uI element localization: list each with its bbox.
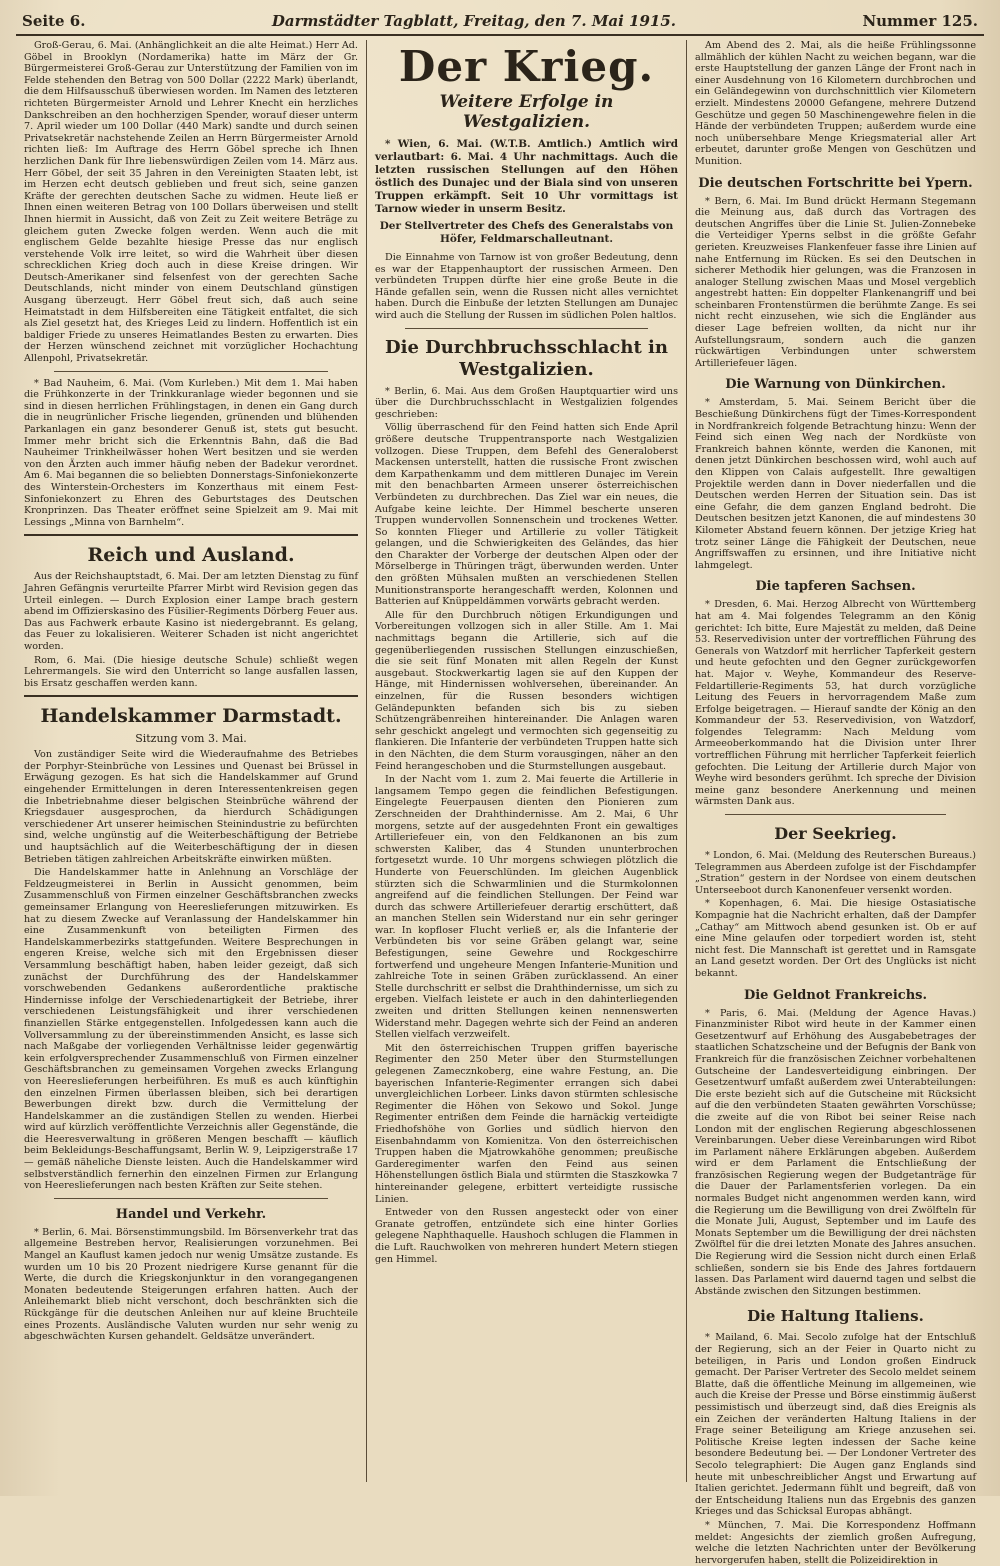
divider <box>725 814 946 815</box>
article-handelskammer-2: Die Handelskammer hatte in Anlehnung an Vorschläge der Feldzeugmeisterei in Berlin in Aussicht genommen, beim Zusammenschluß von Firmen einzelner Geschäftsbranchen zwecks gemeinsamer Erlangung von Heereslieferungen mitzuwirken. Es hat zu diesem Zwecke auf Veranlassung der Handelskammer hin eine Zusammenkunft von beteiligten Firmen des Handelskammerbezirks stattgefunden. Weitere Besprechungen in engeren Kreise, welche sich mit den Ergebnissen dieser Versammlung beschäftigt haben, haben leider gezeigt, daß sich zunächst der Durchführung des der Handelskammer vorschwebenden Gedankens außerordentliche praktische Hindernisse infolge der Verschiedenartigkeit der Betriebe, ihrer verschiedenen Leistungsfähigkeit und ihrer verschiedenen finanziellen Stärke entgegenstellen. Infolgedessen kann auch die Vollversammlung zu der übereinstimmenden Ansicht, es lasse sich nach Maßgabe der vorliegenden Verhältnisse leider gegenwärtig kein erfolgversprechender Zusammenschluß von Firmen einzelner Geschäftsbranchen zu gemeinsamen Vorgehen zwecks Erlangung von Heereslieferungen herbeiführen. Es muß es auch künftighin den einzelnen Firmen überlassen bleiben, sich bei derartigen Bewerbungen direkt bzw. durch die Vermittelung der Handelskammer an die zuständigen Stellen zu wenden. Hierbei wird auf kürzlich veröffentlichte Verzeichnis aller Gegenstände, die die Heeresverwaltung in größeren Mengen beschafft — käuflich beim Bekleidungs-Beschaffungsamt, Berlin W. 9, Leipzigerstraße 17 — gemäß näheliche Dienste leisten. Auch die Handelskammer wird selbstverständlich fernerhin den einzelnen Firmen zur Erlangung von Heereslieferungen nach besten Kräften zur Seite stehen. <box>24 867 358 1192</box>
article-durchbruch-5: Entweder von den Russen angesteckt oder von einer Granate getroffen, entzündete sich eine hinter Gorlies gelegene Naphthaquelle. Haushoch schlugen die Flammen in die Luft. Rauchwolken von mehreren hundert Metern stiegen gen Himmel. <box>375 1207 678 1265</box>
divider <box>54 1198 328 1199</box>
heading-reich-und-ausland: Reich und Ausland. <box>87 544 295 567</box>
article-reichshauptstadt: Aus der Reichshauptstadt, 6. Mai. Der am letzten Dienstag zu fünf Jahren Gefängnis verurteilte Pfarrer Mirbt wird Revision gegen das Urteil einlegen. — Durch Explosion einer Lampe brach gestern abend im Offizierskasino des Füsilier-Regiments Dörberg Feuer aus. Das aus Fachwerk erbaute Kasino ist niedergebrannt. Es gelang, das Feuer zu lokalisieren. Weiterer Schaden ist nicht angerichtet worden. <box>24 571 358 652</box>
section-divider <box>24 695 358 697</box>
article-dresden: * Dresden, 6. Mai. Herzog Albrecht von Württemberg hat am 4. Mai folgendes Telegramm an den König gerichtet: Ich bitte, Eure Majestät zu melden, daß Deine 53. Reservedivision unter der vortrefflichen Führung des Generals von Watzdorf mit herrlicher Tapferkeit gestern und heute gefochten und den Gegner zurückgeworfen hat. Major v. Weyhe, Kommandeur des Reserve-Feldartillerie-Regiments 53, hat durch vorzügliche Leitung des Feuers in hervorragendem Maße zum Erfolge beigetragen. — Hierauf sandte der König an den Kommandeur der 53. Reservedivision, von Watzdorf, folgendes Telegramm: Nach Meldung vom Armeeoberkommando hat die Division unter Ihrer vortrefflichen Führung mit herrlicher Tapferkeit feierlich gefochten. Die Leitung der Artillerie durch Major von Weyhe wird besonders gerühmt. Ich spreche der Division meine ganz besondere Anerkennung und meinen wärmsten Dank aus. <box>695 599 976 808</box>
article-paris: * Paris, 6. Mai. (Meldung der Agence Havas.) Finanzminister Ribot wird heute in der Kammer einen Gesetzentwurf auf Erhöhung des Ausgabebetrages der staatlichen Schatzscheine und der Befugnis der Bank von Frankreich für die französischen Zeichner vorbehaltenen Gutscheine der Landesverteidigung einbringen. Der Gesetzentwurf umfaßt außerdem zwei Unterabteilungen: Die erste bezieht sich auf die Gutscheine mit Rücksicht auf die den verbündeten Staaten gewährten Vorschüsse; die zweite auf die von Ribot bei seiner Reise nach London mit der englischen Regierung abgeschlossenen Vereinbarungen. Ueber diese Vereinbarungen wird Ribot im Parlament nähere Erklärungen abgeben. Außerdem wird er dem Parlament die Entschließung der französischen Regierung wegen der Budgetanträge für die Dauer der Parlamentsferien vorlegen. Da ein normales Budget nicht angenommen werden kann, wird die Regierung um die Bewilligung von drei Zwölfteln für die Monate Juli, August, September und im Laufe des Monats September um die Bewilligung der drei nächsten Zwölftel für die drei letzten Monate des Jahres ansuchen. Die Regierung wird die Session nicht durch einen Erlaß schließen, sondern sie bis Ende des Jahres fortdauern lassen. Das Parlament wird dauernd tagen und selbst die Abstände zwischen den Sitzungen bestimmen. <box>695 1007 977 1297</box>
divider <box>405 328 648 329</box>
article-muenchen: * München, 7. Mai. Die Korrespondenz Hoffmann meldet: Angesichts der ziemlich großen Aufregung, welche die letzten Nachrichten unter der Bevölkerung hervorgerufen haben, stellt die Polizeidirektion in <box>695 1519 976 1566</box>
page-number: Seite 6. <box>22 12 86 30</box>
column-right <box>686 40 984 1566</box>
article-durchbruch-intro: * Berlin, 6. Mai. Aus dem Großen Hauptquartier wird uns über die Durchbruchsschlacht in Westgalizien folgendes geschrieben: <box>375 385 678 420</box>
article-durchbruch-4: Mit den österreichischen Truppen griffen bayerische Regimenter den 250 Meter über den Sturmstellungen gelegenen Zamecznkoberg, eine wahre Festung, an. Die bayerischen Infanterie-Regimenter errangen sich dabei unvergleichlichen Lorbeer. Links davon stürmten schlesische Regimenter die Höhen von Sekowo und Sokol. Junge Regimenter entrißen dem Feinde die harnäckig verteidigte Friedhofshöhe von Gorlies und südlich hiervon den Eisenbahndamm von Komienitza. Von den österreichischen Truppen haben die Mjatrowkahöhe genommen; preußische Garderegimenter warfen den Feind aus seinen Höhenstellungen östlich Biala und stürmten die Staszkowka 7 hintereinander gelegene, erbittert verteidigte russische Linien. <box>375 1042 678 1205</box>
subheading-sitzung: Sitzung vom 3. Mai. <box>135 732 247 746</box>
heading-der-krieg: Der Krieg. <box>398 42 655 91</box>
heading-duenkirchen: Die Warnung von Dünkirchen. <box>725 377 946 393</box>
article-amsterdam: * Amsterdam, 5. Mai. Seinem Bericht über die Beschießung Dünkirchens fügt der Times-Korrespondent in Nordfrankreich folgende Betrachtung hinzu: Wenn der Feind sich einen Weg nach der Nordküste von Frankreich bahnen könnte, werden die Kanonen, mit denen jetzt Dünkirchen beschossen wird, wohl auch auf den Klippen von Calais aufgestellt. Ihre gewaltigen Projektile werden dann in Dover niederfallen und die Deutschen werden Herren der Situation sein. Das ist eine Gefahr, die dem ganzen England bedroht. Die Deutschen besitzen jetzt Kanonen, die auf mindestens 30 Kilometer Abstand feuern können. Der jetzige Krieg hat trotz seiner Länge die Fähigkeit der Deutschen, neue Angriffswaffen zu ersinnen, und ihre Initiative nicht lahmgelegt. <box>695 397 976 571</box>
article-mailand: * Mailand, 6. Mai. Secolo zufolge hat der Entschluß der Regierung, sich an der Feier in Quarto nicht zu beteiligen, in Paris und London großen Eindruck gemacht. Der Pariser Vertreter des Secolo meldet seinem Blatte, daß die öffentliche Meinung im allgemeinen, wie auch die Kreise der Presse und Börse einstimmig äußerst pessimistisch und überzeugt sind, daß dies Ereignis als ein Zeichen der veränderten Haltung Italiens in der Frage seiner Beteiligung am Kriege anzusehen sei. Politische Kreise legten indessen der Sache keine besondere Bedeutung bei. — Der Londoner Vertreter des Secolo telegraphiert: Die Augen ganz Englands sind heute mit unbeschreiblicher Angst und Erwartung auf Italien gerichtet. Jedermann fühlt und begreift, daß von der Entscheidung Italiens nun das Ergebnis des ganzen Krieges und das Schicksal Europas abhängt. <box>695 1332 976 1518</box>
article-tarnow: Die Einnahme von Tarnow ist von großer Bedeutung, denn es war der Etappenhauptort der russischen Armeen. Den verbündeten Truppen dürfte hier eine große Beute in die Hände gefallen sein, wenn die Russen nicht alles vernichtet haben. Durch die Einbuße der letzten Stellungen am Dunajec wird auch die Stellung der Russen im südlichen Polen haltlos. <box>375 252 678 321</box>
issue-number: Nummer 125. <box>862 12 978 30</box>
heading-seekrieg: Der Seekrieg. <box>774 824 897 844</box>
heading-haltung-italiens: Die Haltung Italiens. <box>747 1307 924 1326</box>
heading-handelskammer: Handelskammer Darmstadt. <box>40 705 342 728</box>
masthead-line: Darmstädter Tagblatt, Freitag, den 7. Mai 1915. <box>271 12 677 30</box>
article-durchbruch-1: Völlig überraschend für den Feind hatten sich Ende April größere deutsche Truppentransporte nach Westgalizien vollzogen. Diese Truppen, dem Befehl des Generaloberst Mackensen unterstellt, hatten die russische Front zwischen dem Karpathenkamm und dem mittleren Dunajec im Verein mit den benachbarten Armeen unserer österreichischen Verbündeten zu durchbrechen. Das Ziel war ein neues, die Aufgabe keine leichte. Der Himmel bescherte unseren Truppen wundervollen Sonnenschein und trockenes Wetter. So konnten Flieger und Artillerie zu voller Tätigkeit gelangen, und die Schwierigkeiten des Geländes, das hier den Charakter der Vorberge der deutschen Alpen oder der Mörselberge in Thüringen trägt, überwunden werden. Unter den größten Mühsalen mußten an verschiedenen Stellen Munitionstransporte herangeschafft werden, Kolonnen und Batterien auf Knüppeldämmen vorwärts gebracht werden. <box>375 422 678 608</box>
heading-geldnot: Die Geldnot Frankreichs. <box>743 987 928 1003</box>
divider <box>54 371 328 372</box>
heading-durchbruchsschlacht: Die Durchbruchsschlacht in Westgalizien. <box>385 336 668 380</box>
article-handelskammer-1: Von zuständiger Seite wird die Wiederaufnahme des Betriebes der Porphyr-Steinbrüche von Lessines und Quenast bei Brüssel in Erwägung gezogen. Es hat sich die Handelskammer auf Grund eingehender Ermittelungen in deren Interessentenkreisen gegen die Inbetriebnahme dieser belgischen Steinbrüche während der Kriegsdauer ausgesprochen, da hierdurch Schädigungen verschiedener Art unserer heimischen Steinindustrie zu befürchten sind, welche ungünstig auf die Weiterbeschäftigung der Betriebe und hauptsächlich auf die Weiterbeschäftigung der in diesen Betrieben tätigen zahlreichen Arbeitskräfte einwirken müßten. <box>24 749 358 865</box>
article-durchbruch-2: Alle für den Durchbruch nötigen Erkundigungen und Vorbereitungen vollzogen sich in aller Stille. Am 1. Mai nachmittags begann die Artillerie, sich auf die gegenüberliegenden russischen Stellungen einzuschießen, die sie seit fünf Monaten mit allen Regeln der Kunst ausgebaut. Stockwerkartig lagen sie auf den Kuppen der Hänge, mit Hindernissen wohlversehen, übereinander. An einzelnen, für die Russen besonders wichtigen Geländepunkten befanden sich bis zu sieben Schützengräbenreihen hintereinander. Die Anlagen waren sehr geschickt angelegt und vermochten sich gegenseitig zu flankieren. Die Infanterie der verbündeten Truppen hatte sich in den Nächten, die dem Sturm vorausgingen, näher an den Feind herangeschoben und die Sturmstellungen ausgebaut. <box>375 609 678 772</box>
heading-ypern: Die deutschen Fortschritte bei Ypern. <box>698 175 973 191</box>
section-divider <box>24 534 358 536</box>
article-durchbruch-continued: Am Abend des 2. Mai, als die heiße Frühlingssonne allmählich der kühlen Nacht zu weichen begann, war die erste Hauptstellung der ganzen Länge der Front nach in einer Ausdehnung von 16 Kilometern durchbrochen und ein Geländegewinn von durchschnittlich vier Kilometern erzielt. Mindestens 20000 Gefangene, mehrere Dutzend Geschütze und gegen 50 Maschinengewehre fielen in die Hände der verbündeten Truppen; außerdem wurde eine noch unübersehbare Menge Kriegsmaterial aller Art erbeutet, darunter große Mengen von Geschützen und Munition. <box>695 40 976 167</box>
article-durchbruch-3: In der Nacht vom 1. zum 2. Mai feuerte die Artillerie in langsamem Tempo gegen die feindlichen Befestigungen. Eingelegte Feuerpausen dienten den Pionieren zum Zerschneiden der Drahthindernisse. Am 2. Mai, 6 Uhr morgens, setzte auf der ausgedehnten Front ein gewaltiges Artilleriefeuer ein, von den Feldkanonen an bis zum schwersten Kaliber, das 4 Stunden ununterbrochen fortgesetzt wurde. 10 Uhr morgens schwiegen plötzlich die Hunderte von Feuerschlünden. Im gleichen Augenblick stürzten sich die Schwarmlinien und die Sturmkolonnen angreifend auf die feindlichen Stellungen. Der Feind war durch das schwere Artilleriefeuer derartig erschüttert, daß an manchen Stellen sein Widerstand nur ein sehr geringer war. In kopfloser Flucht verließ er, als die Infanterie der Verbündeten bis vor seine Gräben gelangt war, seine Befestigungen, seine Gewehre und Rockgeschirre fortwerfend und ungeheure Mengen Infanterie-Munition und zahlreiche Tote in seinen Gräben zurücklassend. An einer Stelle durchschritt er selbst die Drahthindernisse, um sich zu ergeben. Vielfach leistete er auch in den dahinterliegenden zweiten und dritten Stellungen keinen nennenswerten Widerstand mehr. Dagegen wehrte sich der Feind an anderen Stellen vielfach verzweifelt. <box>375 774 678 1041</box>
article-rom: Rom, 6. Mai. (Die hiesige deutsche Schule) schließt wegen Lehrermangels. Sie wird den Unterricht so lange ausfallen lassen, bis Ersatz geschaffen werden kann. <box>24 654 358 689</box>
column-left <box>16 40 366 1482</box>
article-kopenhagen: * Kopenhagen, 6. Mai. Die hiesige Ostasiatische Kompagnie hat die Nachricht erhalten, daß der Dampfer „Cathay“ am Mittwoch abend gesunken ist. Ob er auf eine Mine gelaufen oder torpediert worden ist, steht nicht fest. Die Mannschaft ist gerettet und in Ramsgate an Land gesetzt worden. Der Ort des Unglücks ist nicht bekannt. <box>695 898 976 979</box>
article-gross-gerau: Groß-Gerau, 6. Mai. (Anhänglichkeit an die alte Heimat.) Herr Ad. Göbel in Brooklyn (Nordamerika) hatte im März der Gr. Bürgermeisterei Groß-Gerau zur Unterstützung der Familien von im Felde stehenden den Betrag von 500 Dollar (2222 Mark) überlandt, die dem Hilfsausschuß überwiesen worden. Im Namen des letzteren richteten Bürgermeister Arnold und Lehrer Knecht ein herzliches Dankschreiben an den hochherzigen Spender, worauf dieser unterm 7. April wieder um 100 Dollar (440 Mark) sandte und durch seinen Privatsekretär nachstehende Zeilen an Herrn Bürgermeister Arnold richten ließ: Im Auftrage des Herrn Göbel spreche ich Ihnen herzlichen Dank für Ihre liebenswürdigen Zeilen vom 14. März aus. Herr Göbel, der seit 35 Jahren in den Vereinigten Staaten lebt, ist im Herzen echt deutsch geblieben und freut sich, seine ganzen Kräfte der gerechten deutschen Sache zu widmen. Heute ließ er Ihnen einen weiteren Betrag von 100 Dollars überweisen und stellt Ihnen hiermit in Aussicht, daß von Zeit zu Zeit weitere Beträge zu gleichem guten Zwecke folgen werden. Wenn auch die mit englischem Gelde bezahlte hiesige Presse das nur englisch verstehende Volk irre leitet, so wird die Wahrheit über diesen schrecklichen Krieg doch auch in diese Kreise dringen. Wir Deutsch-Amerikaner sind felsenfest von der gerechten Sache Deutschlands, nicht minder von einem Deutschland günstigen Ausgang überzeugt. Herr Göbel freut sich, daß auch seine Heimatstadt in dem Hilfsbereiten eine Tätigkeit entfaltet, die sich als Ziel gesetzt hat, des Krieges Leid zu lindern. Hoffentlich ist ein baldiger Friede zu unseres Heimatlandes Besten zu erwarten. Dies der Herzen wünschend zeichnet mit vorzüglicher Hochachtung Allenpohl, Privatsekretär. <box>24 40 358 365</box>
page-header <box>16 12 984 36</box>
article-bad-nauheim: * Bad Nauheim, 6. Mai. (Vom Kurleben.) Mit dem 1. Mai haben die Frühkonzerte in der Trinkkuranlage wieder begonnen und sie sind in diesen herrlichen Frühlingstagen, in denen ein Gang durch die in neugrünlicher Frische liegenden, grünenden und blühenden Parkanlagen ein ganz besonderer Genuß ist, stets gut besucht. Immer mehr bricht sich die Erkenntnis Bahn, daß die Bad Nauheimer Trinkheilwässer hohen Wert besitzen und sie werden von den Ärzten auch immer häufig neben der Badekur verordnet. Am 6. Mai begannen die so beliebten Donnerstags-Sinfoniekonzerte des Winterstein-Orchesters im Konzerthaus mit einem Fest-Sinfoniekonzert zu Ehren des Geburtstages des Deutschen Kronprinzen. Das Theater eröffnet seine Spielzeit am 9. Mai mit Lessings „Minna von Barnhelm“. <box>24 377 358 528</box>
heading-tapferen-sachsen: Die tapferen Sachsen. <box>755 579 916 595</box>
article-boersenstimmungsbild: * Berlin, 6. Mai. Börsenstimmungsbild. Im Börsenverkehr trat das allgemeine Bestreben hervor, Realisierungen vorzunehmen. Bei Mangel an Kauflust kamen jedoch nur wenig Umsätze zustande. Es wurden um 10 bis 20 Prozent niedrigere Kurse genannt für die Werte, die durch die Kriegskonjunktur in den vorangegangenen Monaten bedeutende Steigerungen erfahren hatten. Auch der Anleihemarkt blieb nicht verschont, doch beschränkten sich die Rückgänge für die deutschen Anleihen nur auf kleine Bruchteile eines Prozents. Ausländische Valuten wurden nur sehr wenig zu abgeschwächten Kursen gehandelt. Geldsätze unverändert. <box>24 1226 358 1343</box>
report-wien: * Wien, 6. Mai. (W.T.B. Amtlich.) Amtlich wird verlautbart: 6. Mai. 4 Uhr nachmittags. Auch die letzten russischen Stellungen auf den Höhen östlich des Dunajec und der Biala sind von unseren Truppen erkämpft. Seit 10 Uhr vormittags ist Tarnow wieder in unserm Besitz. <box>375 138 678 215</box>
column-middle <box>366 40 686 1482</box>
article-bern: * Bern, 6. Mai. Im Bund drückt Hermann Stegemann die Meinung aus, daß durch das Vortragen des deutschen Angriffes über die Linie St. Julien-Zonnebeke die Verteidiger Yperns selbst in die größte Gefahr gerieten. Kreuzweises Flankenfeuer fasse ihre Linien auf nahe Entfernung im Rücken. Es sei den Deutschen in sicherer Methodik hier gelungen, was die Franzosen in analoger Stellung zwischen Maas und Mosel vergeblich angestrebt hatten: Ein doppelter Flankenangriff und bei scheinbaren Frontenstürmen die berühmte Zange. Es sei nicht recht einzusehen, wie sich die Engländer aus dieser Lage befreien wollten, da nicht nur ihr Aufstellungsraum, sondern auch die ganzen rückwärtigen Verbindungen unter schwerstem Artilleriefeuer lägen. <box>695 195 976 369</box>
columns <box>16 40 984 1566</box>
heading-handel-und-verkehr: Handel und Verkehr. <box>115 1206 267 1222</box>
heading-weitere-erfolge: Weitere Erfolge in Westgalizien. <box>439 92 614 132</box>
report-signature: Der Stellvertreter des Chefs des Generalstabs von Höfer, Feldmarschalleutnant. <box>379 220 674 245</box>
article-london: * London, 6. Mai. (Meldung des Reuterschen Bureaus.) Telegrammen aus Aberdeen zufolge ist der Fischdampfer „Stration“ gestern in der Nordsee von einem deutschen Unterseeboot durch Kanonenfeuer versenkt worden. <box>695 850 976 896</box>
